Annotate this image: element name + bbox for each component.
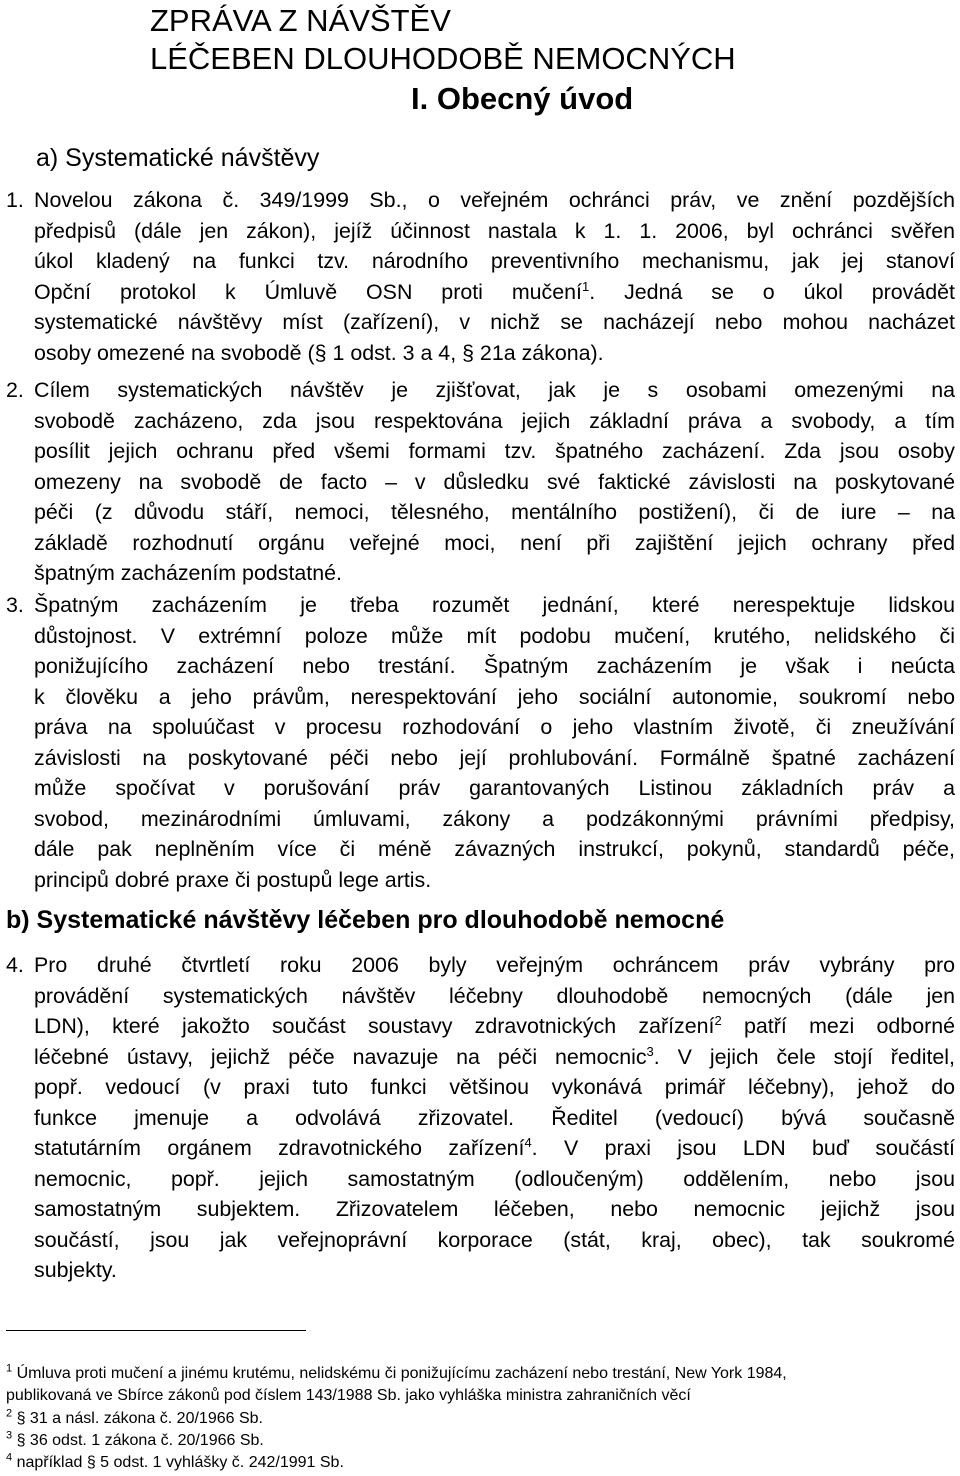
paragraph-line: svobodě zacházeno, zda jsou respektována jejich základní práva a svobody, a tím [34,408,955,433]
paragraph-line: může spočívat v porušování práv garantovaných Listinou základních práv a [34,776,955,800]
paragraph-line: součástí, jsou jak veřejnoprávní korporace (stát, kraj, obec), tak soukromé [34,1227,955,1252]
paragraph-number: 3. [6,593,24,617]
footnote-mark: 4 [6,1451,13,1464]
paragraph-line: základě rozhodnutí orgánu veřejné moci, není při zajištění jejich ochrany před [34,530,955,555]
footnote-ref-4[interactable]: 4 [524,1134,532,1150]
paragraph-line: dále pak neplněním více či méně závazných instrukcí, pokynů, standardů péče, [34,837,955,861]
footnote-3: $^3$ § 36 odst. 1 zákona č. 20/1966 Sb. [6,1429,264,1449]
paragraph-line: úkol kladený na funkci tzv. národního preventivního mechanismu, jak jej stanoví [34,249,955,273]
footnote-1-continued: publikovaná ve Sbírce zákonů pod číslem 143/1988 Sb. jako vyhláška ministra zahraničních věcí [6,1387,691,1404]
paragraph-number: 4. [6,953,24,977]
paragraph-line: předpisů (dále jen zákon), jejíž účinnost nastala k 1. 1. 2006, byl ochránci svěřen [34,218,955,243]
paragraph-number: 1. [6,188,24,212]
paragraph-line: systematické návštěvy míst (zařízení), v nichž se nacházejí nebo mohou nacházet [34,310,955,334]
footnote-separator [6,1330,306,1331]
paragraph-2 [6,375,955,589]
footnote-mark: 3 [6,1429,13,1442]
paragraph-line: funkce jmenuje a odvolává zřizovatel. Ředitel (vedoucí) bývá současně [34,1105,955,1130]
footnote-mark: 1 [6,1362,13,1375]
footnote-1: $^1$ Úmluva proti mučení a jinému krutému, nelidskému či ponižujícímu zacházení nebo trestání, New York 1984, [6,1362,787,1382]
document-title-line1: ZPRÁVA Z NÁVŠTĚV [150,3,451,38]
paragraph-line: péči (z důvodu stáří, nemoci, tělesného, mentálního postižení), či de iure – na [34,500,955,524]
paragraph-line: posílit jejich ochranu před všemi formami tzv. špatného zacházení. Zda jsou osoby [34,439,955,463]
footnote-2: $^2$ § 31 a násl. zákona č. 20/1966 Sb. [6,1407,263,1427]
paragraph-line: principů dobré praxe či postupů lege artis. [34,867,432,892]
section-title-general-intro: I. Obecný úvod [411,81,634,116]
paragraph-line: 2. Cílem systematických návštěv je zjišťovat, jak je s osobami omezenými na [6,375,955,406]
paragraph-line: 1. Novelou zákona č. 349/1999 Sb., o veřejném ochránci práv, ve znění pozdějších [6,185,955,216]
paragraph-line: Opční protokol k Úmluvě OSN proti mučení$^1$. Jedná se o úkol provádět [34,278,955,304]
paragraph-line: ponižujícího zacházení nebo trestání. Špatným zacházením je však i neúcta [34,654,955,678]
paragraph-line: omezeny na svobodě de facto – v důsledku své faktické závislosti na poskytované [34,469,955,494]
paragraph-line: LDN), které jakožto součást soustavy zdravotnických zařízení$^2$ patří mezi odborné [34,1012,956,1038]
document-title-line2: LÉČEBEN DLOUHODOBĚ NEMOCNÝCH [150,41,736,76]
paragraph-1 [6,185,955,368]
footnote-ref-2[interactable]: 2 [714,1012,722,1028]
paragraph-line: popř. vedoucí (v praxi tuto funkci většinou vykonává primář léčebny), jehož do [34,1075,955,1099]
paragraph-line: subjekty. [34,1258,117,1282]
paragraph-line: osoby omezené na svobodě (§ 1 odst. 3 a 4, § 21a zákona). [34,340,604,365]
paragraph-line: závislosti na poskytované péči nebo její prohlubování. Formálně špatné zacházení [34,745,955,770]
footnote-ref-3[interactable]: 3 [646,1043,654,1059]
paragraph-line: provádění systematických návštěv léčebny dlouhodobě nemocných (dále jen [34,983,955,1008]
paragraph-4 [6,950,955,1286]
paragraph-line: samostatným subjektem. Zřizovatelem léčeben, nebo nemocnic jejichž jsou [34,1197,955,1221]
paragraph-number: 2. [6,378,24,402]
paragraph-3 [6,590,955,895]
footnote-mark: 2 [6,1407,13,1420]
paragraph-line: léčebné ústavy, jejichž péče navazuje na péči nemocnic$^3$. V jejich čele stojí ředitel, [34,1043,955,1069]
paragraph-line: práva na spoluúčast v procesu rozhodování o jeho vlastním životě, či zneužívání [34,715,955,739]
paragraph-line: k člověku a jeho právům, nerespektování jeho sociální autonomie, soukromí nebo [34,684,955,709]
paragraph-line: důstojnost. V extrémní poloze může mít podobu mučení, krutého, nelidského či [34,623,955,648]
paragraph-line: svobod, mezinárodními úmluvami, zákony a podzákonnými právními předpisy, [34,806,955,831]
paragraph-line: špatným zacházením podstatné. [34,561,342,585]
footnote-ref-1[interactable]: 1 [581,278,590,294]
section-heading-a: a) Systematické návštěvy [36,144,320,172]
footnote-4: $^4$ například § 5 odst. 1 vyhlášky č. 242/1991 Sb. [6,1451,344,1471]
paragraph-line: 4. Pro druhé čtvrtletí roku 2006 byly veřejným ochráncem práv vybrány pro [6,950,955,981]
paragraph-line: 3. Špatným zacházením je třeba rozumět jednání, které nerespektuje lidskou [6,590,955,621]
section-heading-b: b) Systematické návštěvy léčeben pro dlouhodobě nemocné [6,906,725,934]
paragraph-line: statutárním orgánem zdravotnického zařízení$^4$. V praxi jsou LDN buď součástí [34,1134,955,1160]
paragraph-line: nemocnic, popř. jejich samostatným (odloučeným) oddělením, nebo jsou [34,1166,955,1191]
